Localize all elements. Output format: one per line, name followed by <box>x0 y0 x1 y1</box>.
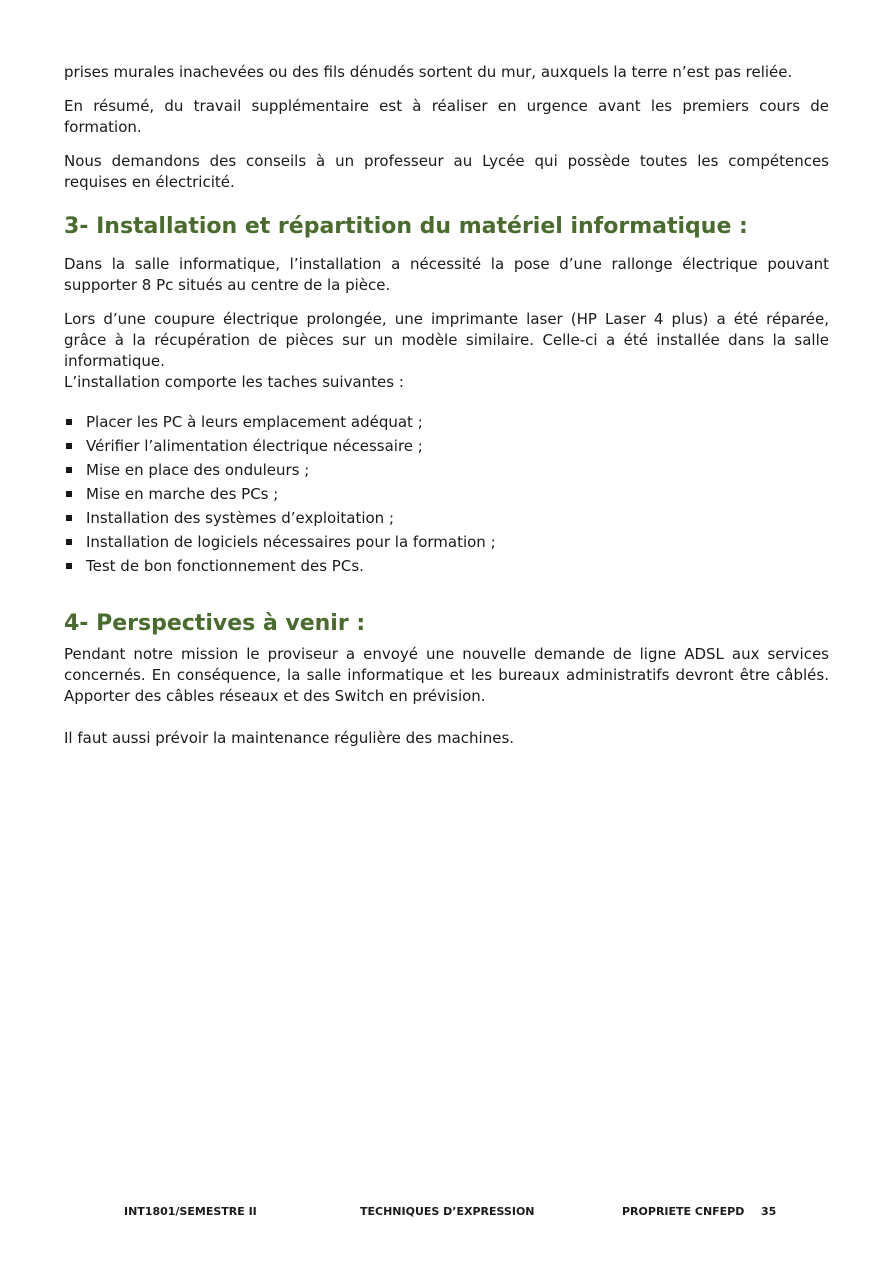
intro-paragraph-3: Nous demandons des conseils à un professeur au Lycée qui possède toutes les compétences requises en électricité. <box>64 152 829 191</box>
list-item <box>64 530 829 554</box>
section-3-heading: 3- Installation et répartition du matériel informatique : <box>64 214 748 239</box>
square-bullet-icon <box>66 515 72 521</box>
task-text: Placer les PC à leurs emplacement adéquat ; <box>86 413 423 431</box>
section-4-paragraph-1: Pendant notre mission le proviseur a envoyé une nouvelle demande de ligne ADSL aux services concernés. En conséquence, la salle informatique et les bureaux administratifs devront être câblés. Apporter des câbles réseaux et des Switch en prévision. <box>64 645 829 705</box>
section-3-paragraph-1: Dans la salle informatique, l’installation a nécessité la pose d’une rallonge électrique pouvant supporter 8 Pc situés au centre de la pièce. <box>64 255 829 294</box>
task-text: Installation des systèmes d’exploitation ; <box>86 509 395 527</box>
task-text: Mise en marche des PCs ; <box>86 485 279 503</box>
footer-owner: PROPRIETE CNFEPD <box>622 1205 745 1218</box>
list-item <box>64 506 829 530</box>
page-footer <box>0 1205 893 1221</box>
square-bullet-icon <box>66 467 72 473</box>
task-text: Test de bon fonctionnement des PCs. <box>86 557 364 575</box>
footer-subject: TECHNIQUES D’EXPRESSION <box>360 1205 535 1218</box>
task-list <box>64 410 829 578</box>
section-3-paragraph-3: L’installation comporte les taches suivantes : <box>64 373 404 391</box>
document-page <box>64 62 829 762</box>
paragraph-spacer <box>64 707 829 728</box>
list-item <box>64 458 829 482</box>
section-4-paragraph-2: Il faut aussi prévoir la maintenance régulière des machines. <box>64 729 515 747</box>
task-text: Installation de logiciels nécessaires pour la formation ; <box>86 533 496 551</box>
task-text: Mise en place des onduleurs ; <box>86 461 310 479</box>
footer-course-code: INT1801/SEMESTRE II <box>124 1205 257 1218</box>
task-text: Vérifier l’alimentation électrique nécessaire ; <box>86 437 423 455</box>
square-bullet-icon <box>66 419 72 425</box>
intro-paragraph-2: En résumé, du travail supplémentaire est à réaliser en urgence avant les premiers cours de formation. <box>64 97 829 136</box>
square-bullet-icon <box>66 539 72 545</box>
section-4-heading: 4- Perspectives à venir : <box>64 611 366 636</box>
square-bullet-icon <box>66 491 72 497</box>
footer-page-number: 35 <box>761 1205 777 1218</box>
list-item <box>64 482 829 506</box>
section-3-paragraph-2: Lors d’une coupure électrique prolongée, une imprimante laser (HP Laser 4 plus) a été réparée, grâce à la récupération de pièces sur un modèle similaire. Celle-ci a été installée dans la salle informatique. <box>64 310 829 370</box>
list-item <box>64 410 829 434</box>
intro-paragraph-1: prises murales inachevées ou des fils dénudés sortent du mur, auxquels la terre n’est pas reliée. <box>64 63 793 81</box>
list-item <box>64 554 829 578</box>
square-bullet-icon <box>66 443 72 449</box>
square-bullet-icon <box>66 563 72 569</box>
list-item <box>64 434 829 458</box>
